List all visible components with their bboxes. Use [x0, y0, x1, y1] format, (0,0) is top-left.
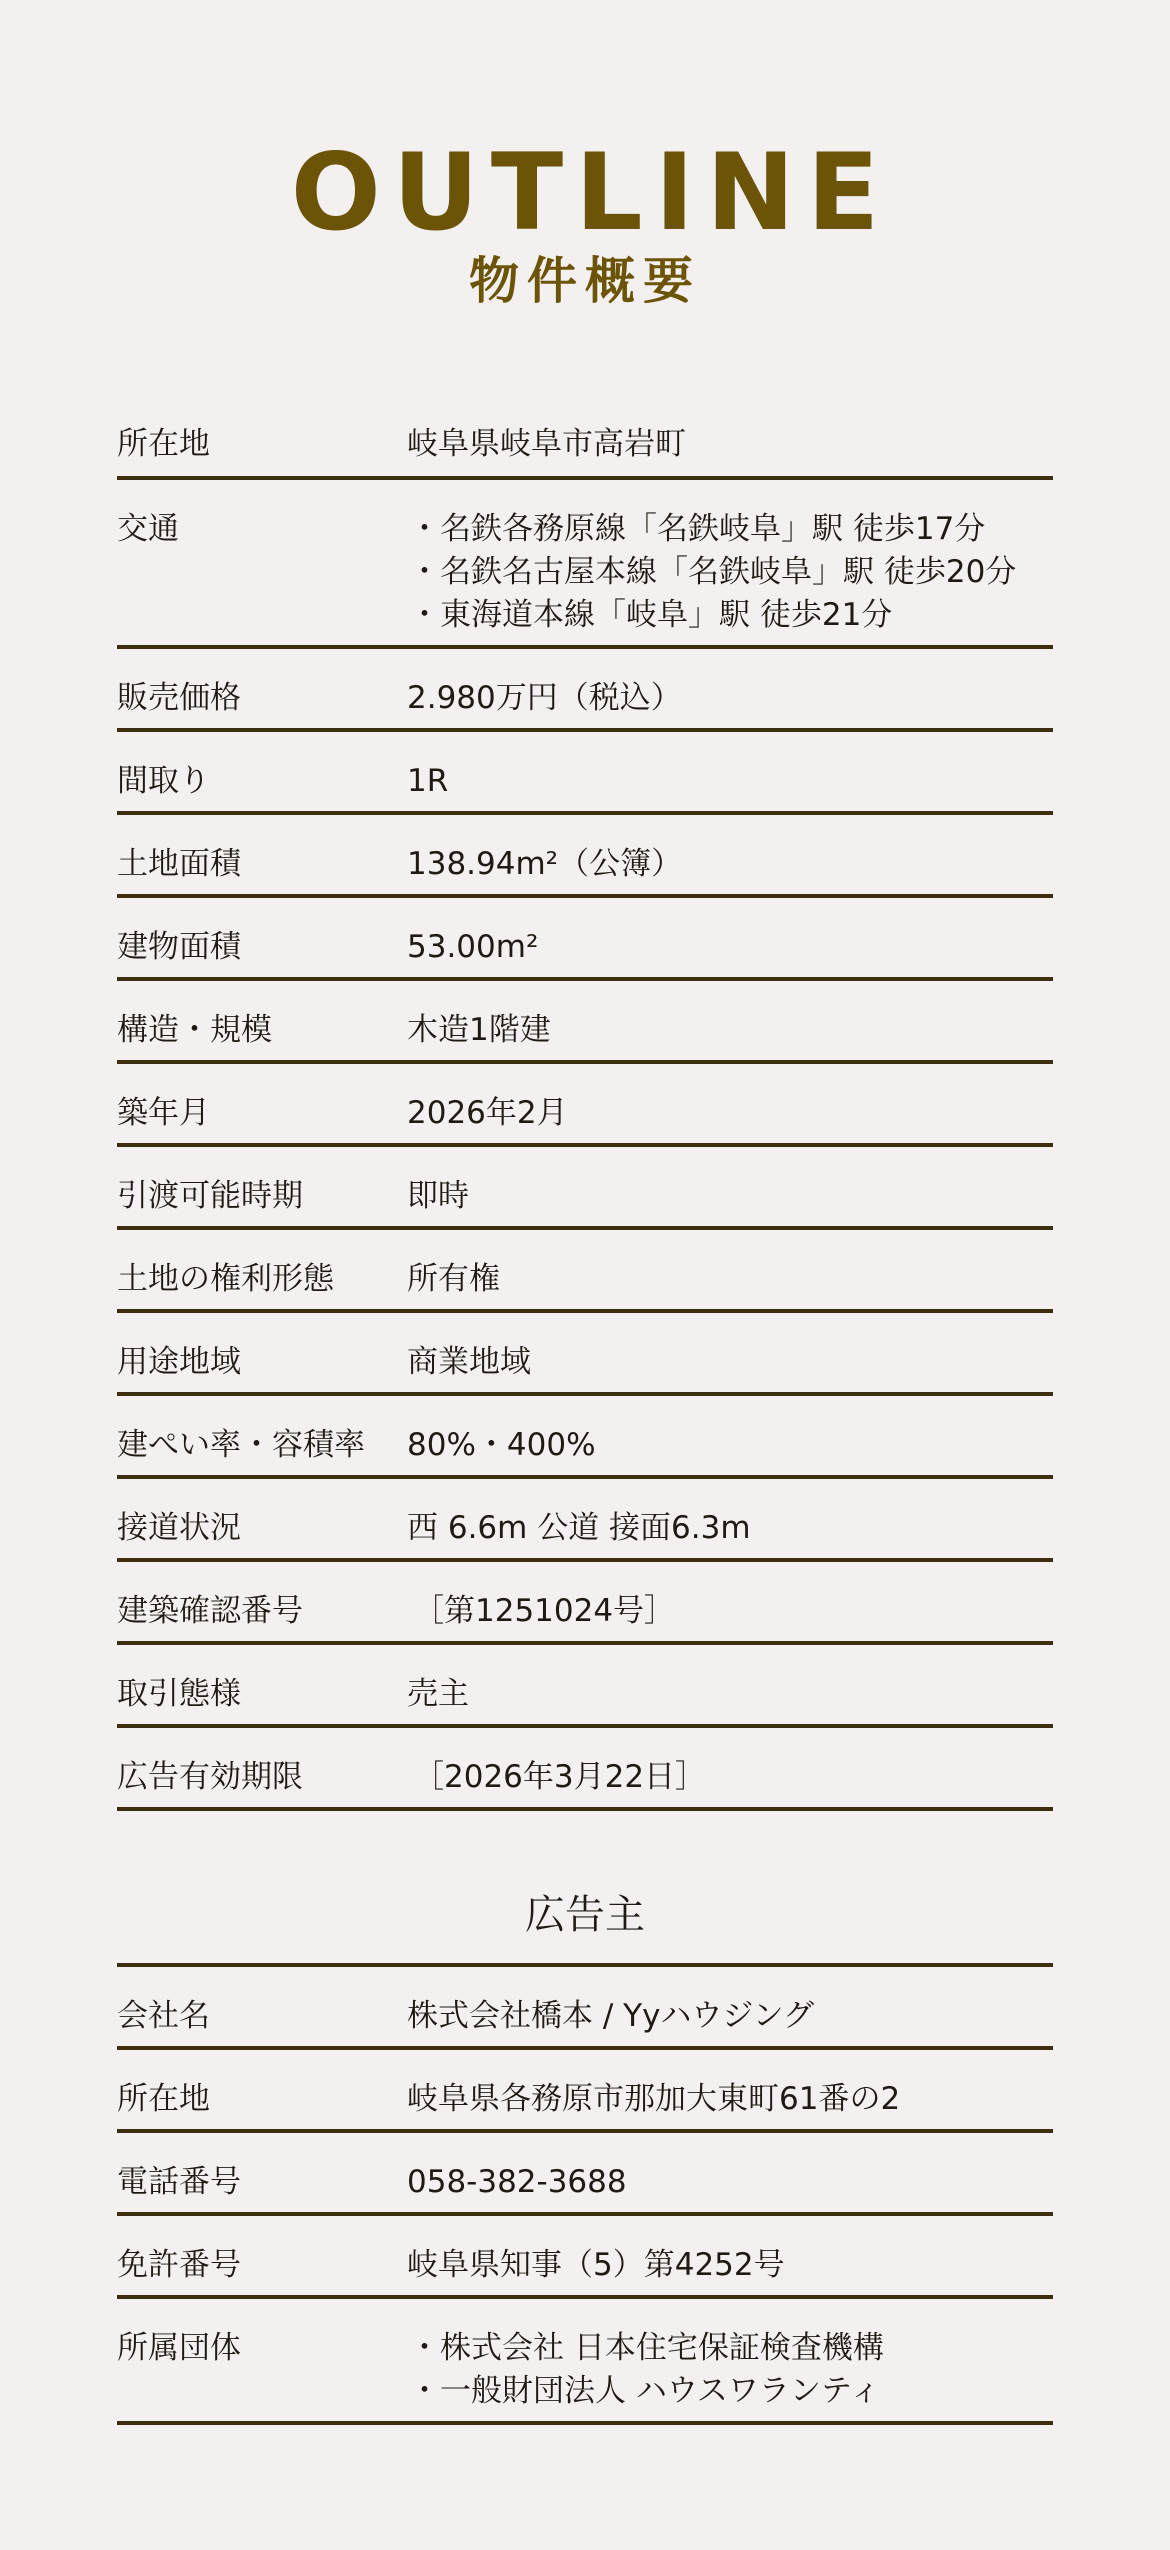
row-value-location: 岐阜県岐阜市高岩町: [407, 426, 686, 462]
page-title-en: OUTLINE: [290, 131, 892, 254]
table-row: [117, 2133, 1053, 2216]
table-row: [117, 1064, 1053, 1147]
table-row: [117, 2299, 1053, 2425]
row-value-price: 2.980万円（税込）: [407, 680, 682, 716]
row-value-phone: 058-382-3688: [407, 2164, 627, 2200]
table-row: [117, 898, 1053, 981]
row-value-building-area: 53.00m²: [407, 929, 539, 965]
table-row: [117, 1645, 1053, 1728]
row-value-associations: [409, 2327, 884, 2413]
row-value-delivery: 即時: [407, 1178, 469, 1214]
row-label-license: 免許番号: [117, 2247, 241, 2283]
access-line: ・ 東海道本線「岐阜」駅 徒歩21分: [409, 594, 1016, 637]
table-row: [117, 1313, 1053, 1396]
table-row: [117, 2216, 1053, 2299]
table-row: [117, 981, 1053, 1064]
row-value-transaction-type: 売主: [407, 1676, 469, 1712]
table-row: [117, 1147, 1053, 1230]
row-value-company: 株式会社橋本 / Yyハウジング: [407, 1998, 815, 2034]
row-value-access: [409, 508, 1016, 637]
advertiser-table: [117, 1963, 1053, 2425]
table-row: [117, 649, 1053, 732]
row-value-layout: 1R: [407, 763, 449, 799]
row-label-land-rights: 土地の権利形態: [117, 1261, 334, 1297]
row-label-ad-expiry: 広告有効期限: [117, 1759, 303, 1795]
table-row: [117, 1967, 1053, 2050]
row-label-built-date: 築年月: [117, 1095, 210, 1131]
row-label-layout: 間取り: [117, 763, 210, 799]
row-label-building-confirmation: 建築確認番号: [117, 1593, 303, 1629]
table-row: [117, 2050, 1053, 2133]
row-label-coverage-ratio: 建ぺい率・容積率: [117, 1427, 365, 1463]
row-value-land-area: 138.94m²（公簿）: [407, 846, 683, 882]
row-label-associations: 所属団体: [117, 2330, 241, 2366]
row-label-phone: 電話番号: [117, 2164, 241, 2200]
row-label-delivery: 引渡可能時期: [117, 1178, 303, 1214]
row-label-road-access: 接道状況: [117, 1510, 241, 1546]
row-label-location: 所在地: [117, 426, 210, 462]
row-label-address: 所在地: [117, 2081, 210, 2117]
page-title-ja: 物件概要: [469, 252, 701, 310]
row-label-transaction-type: 取引態様: [117, 1676, 241, 1712]
advertiser-title: 広告主: [525, 1892, 645, 1938]
access-line: ・ 名鉄名古屋本線「名鉄岐阜」駅 徒歩20分: [409, 551, 1016, 594]
row-value-zoning: 商業地域: [407, 1344, 531, 1380]
table-row: [117, 1728, 1053, 1811]
association-line: ・ 一般財団法人 ハウスワランティ: [409, 2370, 884, 2413]
table-row: [117, 1396, 1053, 1479]
row-label-structure: 構造・規模: [117, 1012, 272, 1048]
table-row: [117, 1230, 1053, 1313]
table-row: [117, 732, 1053, 815]
row-value-building-confirmation: ［第1251024号］: [413, 1593, 676, 1629]
row-value-ad-expiry: ［2026年3月22日］: [413, 1759, 707, 1795]
table-row: [117, 815, 1053, 898]
outline-table: [117, 395, 1053, 1811]
row-label-land-area: 土地面積: [117, 846, 241, 882]
row-label-building-area: 建物面積: [117, 929, 241, 965]
table-row: [117, 1562, 1053, 1645]
table-row: [117, 480, 1053, 649]
row-label-company: 会社名: [117, 1998, 210, 2034]
row-value-road-access: 西 6.6m 公道 接面6.3m: [407, 1510, 751, 1546]
table-row: [117, 395, 1053, 480]
row-value-address: 岐阜県各務原市那加大東町61番の2: [407, 2081, 901, 2117]
row-value-land-rights: 所有権: [407, 1261, 500, 1297]
row-label-price: 販売価格: [117, 680, 241, 716]
association-line: ・ 株式会社 日本住宅保証検査機構: [409, 2327, 884, 2370]
row-label-zoning: 用途地域: [117, 1344, 241, 1380]
row-value-structure: 木造1階建: [407, 1012, 551, 1048]
table-row: [117, 1479, 1053, 1562]
row-value-built-date: 2026年2月: [407, 1095, 568, 1131]
row-value-coverage-ratio: 80%・400%: [407, 1427, 596, 1463]
row-label-access: 交通: [117, 511, 179, 547]
access-line: ・ 名鉄各務原線「名鉄岐阜」駅 徒歩17分: [409, 508, 1016, 551]
row-value-license: 岐阜県知事（5）第4252号: [407, 2247, 785, 2283]
page-header: [0, 131, 1170, 310]
